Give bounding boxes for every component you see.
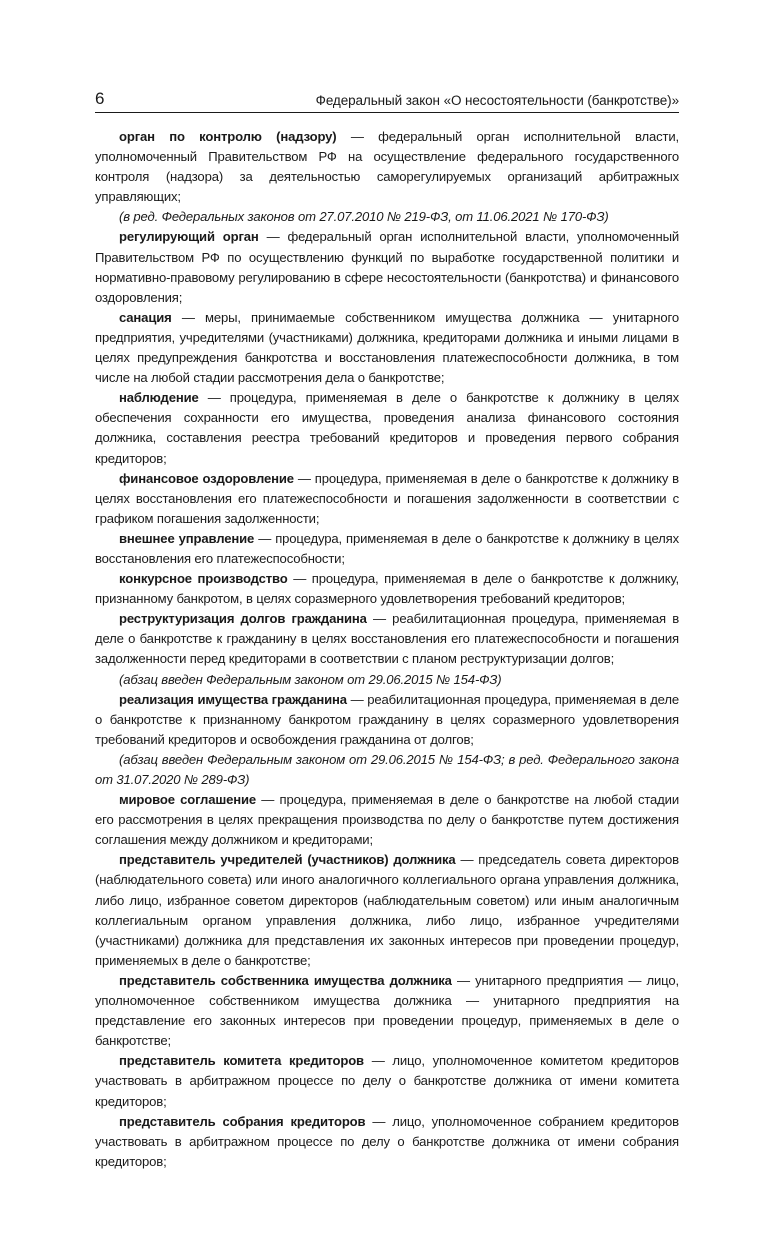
defined-term: представитель комитета кредиторов bbox=[119, 1053, 364, 1069]
amendment-note: (в ред. Федеральных законов от 27.07.2010 № 219-ФЗ, от 11.06.2021 № 170-ФЗ) bbox=[119, 209, 609, 225]
definition-paragraph bbox=[95, 790, 679, 850]
definition-paragraph bbox=[95, 971, 679, 1051]
definition-text: — реабилитационная процедура, применяемая в деле о банкротстве к гражданину в целях восстановления его платежеспособности и погашения задолженности перед кредиторами в соответствии с планом реструктуризации долгов; bbox=[95, 611, 680, 667]
definition-text: — федеральный орган исполнительной власти, уполномоченный Правительством РФ на осуществление федерального государственного контроля (надзора) за деятельностью саморегулируемых организаций арбитражных управляющих; bbox=[95, 129, 679, 205]
defined-term: реализация имущества гражданина bbox=[119, 691, 347, 707]
definition-paragraph bbox=[95, 308, 679, 388]
defined-term: внешнее управление bbox=[119, 530, 255, 546]
book-page bbox=[95, 88, 679, 1172]
definition-text: — лицо, уполномоченное собранием кредиторов участвовать в арбитражном процессе по делу о банкротстве должника от имени собрания кредиторов; bbox=[95, 1113, 679, 1169]
defined-term: конкурсное производство bbox=[119, 571, 288, 587]
definition-paragraph bbox=[95, 127, 679, 207]
definition-text: — меры, принимаемые собственником имущества должника — унитарного предприятия, учредителями (участниками) должника, кредиторами должника и иными лицами в целях предупреждения банкротства и восстановления платежеспособности должника, в том числе на любой стадии рассмотрения дела о банкротстве; bbox=[95, 309, 679, 386]
defined-term: наблюдение bbox=[119, 390, 199, 406]
defined-term: представитель собрания кредиторов bbox=[119, 1113, 366, 1129]
definition-text: — федеральный орган исполнительной власти, уполномоченный Правительством РФ по осуществлению функций по выработке государственной политики и нормативно-правовому регулированию в сфере несостоятельности (банкротства) и финансового оздоровления; bbox=[95, 229, 679, 305]
definition-paragraph bbox=[95, 227, 679, 307]
amendment-note: (абзац введен Федеральным законом от 29.06.2015 № 154-ФЗ; в ред. Федерального закона от 31.07.2020 № 289-ФЗ) bbox=[95, 751, 679, 787]
defined-term: регулирующий орган bbox=[119, 229, 259, 245]
definition-paragraph bbox=[95, 609, 679, 669]
definition-text: — лицо, уполномоченное комитетом кредиторов участвовать в арбитражном процессе по делу о банкротстве должника от имени комитета кредиторов; bbox=[95, 1053, 679, 1109]
definition-text: — реабилитационная процедура, применяемая в деле о банкротстве к признанному банкротом гражданину в целях соразмерного удовлетворения требований кредиторов и освобождения гражданина от долгов; bbox=[95, 691, 680, 747]
definition-paragraph bbox=[95, 388, 679, 468]
definition-paragraph bbox=[95, 690, 679, 750]
running-title: Федеральный закон «О несостоятельности (банкротстве)» bbox=[315, 93, 679, 108]
definition-paragraph bbox=[95, 850, 679, 971]
defined-term: реструктуризация долгов гражданина bbox=[119, 611, 367, 627]
page-header bbox=[95, 88, 679, 113]
definition-text: — процедура, применяемая в деле о банкротстве к должнику, признанному банкротом, в целях соразмерного удовлетворения требований кредиторов; bbox=[95, 571, 679, 607]
defined-term: орган по контролю (надзору) bbox=[119, 129, 337, 144]
definition-text: — унитарного предприятия — лицо, уполномоченное собственником имущества должника — унитарного предприятия на представление его законных интересов при проведении процедур, применяемых в деле о банкротстве; bbox=[95, 972, 679, 1049]
definition-paragraph bbox=[95, 569, 679, 609]
amendment-note: (абзац введен Федеральным законом от 29.06.2015 № 154-ФЗ) bbox=[119, 671, 502, 687]
defined-term: финансовое оздоровление bbox=[119, 470, 294, 486]
definition-text: — процедура, применяемая в деле о банкротстве к должнику в целях восстановления его платежеспособности; bbox=[95, 530, 679, 566]
defined-term: представитель учредителей (участников) должника bbox=[119, 852, 456, 868]
definition-text: — процедура, применяемая в деле о банкротстве к должнику в целях восстановления его платежеспособности и погашения задолженности в соответствии с графиком погашения задолженности; bbox=[95, 470, 679, 526]
definition-paragraph bbox=[95, 529, 679, 569]
page-body bbox=[95, 127, 679, 1172]
definition-paragraph bbox=[95, 1051, 679, 1111]
definition-paragraph bbox=[95, 1112, 679, 1172]
defined-term: мировое соглашение bbox=[119, 792, 257, 808]
definition-paragraph bbox=[95, 469, 679, 529]
definition-text: — процедура, применяемая в деле о банкротстве на любой стадии его рассмотрения в целях прекращения производства по делу о банкротстве путем достижения соглашения между должником и кредиторами; bbox=[95, 792, 679, 848]
defined-term: представитель собственника имущества должника bbox=[119, 972, 452, 988]
defined-term: санация bbox=[119, 309, 172, 325]
definition-text: — председатель совета директоров (наблюдательного совета) или иного аналогичного коллегиального органа управления должника, либо лицо, избранное советом директоров (наблюдательным советом) или иным аналогичным коллегиальным органом управления должника, либо лицо, избранное учредителями (участниками) должника для представления их законных интересов при проведении процедур, применяемых в деле о банкротстве; bbox=[95, 852, 679, 968]
definition-text: — процедура, применяемая в деле о банкротстве к должнику в целях обеспечения сохранности его имущества, проведения анализа финансового состояния должника, составления реестра требований кредиторов и проведения первого собрания кредиторов; bbox=[95, 390, 679, 466]
page-number: 6 bbox=[95, 89, 105, 108]
